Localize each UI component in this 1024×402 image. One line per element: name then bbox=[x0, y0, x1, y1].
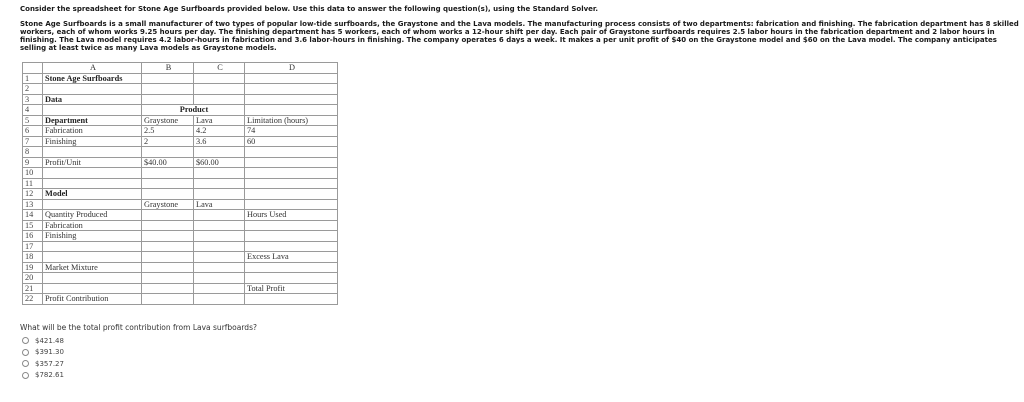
sheet-cell bbox=[245, 199, 338, 210]
sheet-cell bbox=[194, 220, 245, 231]
sheet-cell bbox=[194, 283, 245, 294]
row-number: 13 bbox=[23, 199, 43, 210]
answer-option-label: $421.48 bbox=[35, 336, 64, 345]
row-number: 3 bbox=[23, 94, 43, 105]
sheet-cell bbox=[142, 73, 194, 84]
sheet-cell bbox=[142, 147, 194, 158]
sheet-row bbox=[23, 283, 338, 294]
sheet-cell: Product bbox=[142, 105, 245, 116]
sheet-cell bbox=[142, 252, 194, 263]
sheet-cell bbox=[194, 94, 245, 105]
column-header: C bbox=[194, 63, 245, 74]
sheet-row bbox=[23, 241, 338, 252]
row-number: 2 bbox=[23, 84, 43, 95]
sheet-cell: Finishing bbox=[43, 231, 142, 242]
sheet-row bbox=[23, 210, 338, 221]
sheet-cell bbox=[142, 189, 194, 200]
row-number: 20 bbox=[23, 273, 43, 284]
column-header-row bbox=[23, 63, 338, 74]
sheet-cell bbox=[142, 84, 194, 95]
spreadsheet bbox=[22, 62, 338, 305]
sheet-cell: 3.6 bbox=[194, 136, 245, 147]
sheet-cell bbox=[43, 84, 142, 95]
sheet-cell bbox=[245, 294, 338, 305]
sheet-cell bbox=[194, 252, 245, 263]
sheet-row bbox=[23, 147, 338, 158]
sheet-cell: Total Profit bbox=[245, 283, 338, 294]
sheet-cell: 4.2 bbox=[194, 126, 245, 137]
sheet-cell bbox=[142, 273, 194, 284]
sheet-cell bbox=[194, 294, 245, 305]
sheet-cell bbox=[142, 231, 194, 242]
sheet-cell bbox=[194, 84, 245, 95]
sheet-cell bbox=[194, 168, 245, 179]
sheet-cell: 2 bbox=[142, 136, 194, 147]
answer-option-label: $391.30 bbox=[35, 348, 64, 357]
sheet-cell bbox=[43, 147, 142, 158]
sheet-cell bbox=[194, 73, 245, 84]
sheet-cell bbox=[194, 231, 245, 242]
row-number: 15 bbox=[23, 220, 43, 231]
sheet-row bbox=[23, 252, 338, 263]
sheet-cell bbox=[142, 283, 194, 294]
sheet-cell bbox=[142, 210, 194, 221]
column-header: A bbox=[43, 63, 142, 74]
answer-option[interactable] bbox=[22, 347, 64, 359]
sheet-cell: Department bbox=[43, 115, 142, 126]
row-number: 17 bbox=[23, 241, 43, 252]
sheet-cell: $40.00 bbox=[142, 157, 194, 168]
sheet-cell: Excess Lava bbox=[245, 252, 338, 263]
sheet-cell: Data bbox=[43, 94, 142, 105]
answer-option[interactable] bbox=[22, 358, 64, 370]
sheet-cell bbox=[43, 241, 142, 252]
sheet-cell bbox=[245, 147, 338, 158]
sheet-cell bbox=[142, 294, 194, 305]
sheet-cell: Quantity Produced bbox=[43, 210, 142, 221]
answer-options bbox=[22, 335, 64, 381]
row-number: 12 bbox=[23, 189, 43, 200]
sheet-cell: Lava bbox=[194, 115, 245, 126]
column-header: B bbox=[142, 63, 194, 74]
sheet-cell bbox=[142, 241, 194, 252]
sheet-cell bbox=[43, 105, 142, 116]
sheet-row bbox=[23, 157, 338, 168]
row-number: 21 bbox=[23, 283, 43, 294]
sheet-row bbox=[23, 168, 338, 179]
answer-option[interactable] bbox=[22, 335, 64, 347]
sheet-cell bbox=[245, 84, 338, 95]
sheet-row bbox=[23, 105, 338, 116]
sheet-cell bbox=[43, 168, 142, 179]
sheet-cell bbox=[194, 210, 245, 221]
radio-button[interactable] bbox=[22, 372, 29, 379]
row-number: 19 bbox=[23, 262, 43, 273]
sheet-row bbox=[23, 189, 338, 200]
sheet-cell: $60.00 bbox=[194, 157, 245, 168]
row-number: 14 bbox=[23, 210, 43, 221]
radio-button[interactable] bbox=[22, 337, 29, 344]
sheet-cell: 60 bbox=[245, 136, 338, 147]
sheet-cell bbox=[43, 252, 142, 263]
sheet-row bbox=[23, 136, 338, 147]
sheet-row bbox=[23, 273, 338, 284]
sheet-cell bbox=[245, 189, 338, 200]
row-number: 1 bbox=[23, 73, 43, 84]
sheet-cell: Graystone bbox=[142, 115, 194, 126]
row-number: 10 bbox=[23, 168, 43, 179]
sheet-cell bbox=[245, 105, 338, 116]
corner-cell bbox=[23, 63, 43, 74]
row-number: 4 bbox=[23, 105, 43, 116]
sheet-cell: Fabrication bbox=[43, 220, 142, 231]
sheet-cell bbox=[245, 168, 338, 179]
column-header: D bbox=[245, 63, 338, 74]
sheet-cell bbox=[245, 231, 338, 242]
radio-button[interactable] bbox=[22, 360, 29, 367]
sheet-cell: 74 bbox=[245, 126, 338, 137]
sheet-cell: Limitation (hours) bbox=[245, 115, 338, 126]
sheet-cell bbox=[194, 147, 245, 158]
sheet-cell bbox=[142, 94, 194, 105]
sheet-cell: Profit Contribution bbox=[43, 294, 142, 305]
sheet-row bbox=[23, 294, 338, 305]
sheet-row bbox=[23, 84, 338, 95]
sheet-row bbox=[23, 115, 338, 126]
row-number: 7 bbox=[23, 136, 43, 147]
question-intro bbox=[20, 5, 1020, 52]
intro-scenario: Stone Age Surfboards is a small manufacturer of two types of popular low-tide surfboards, the Graystone and the Lava models. The manufacturing process consists of two departments: fabrication and finishing. The fabrication department has 8 skilled workers, each of whom works 9.25 hours per day. The finishing department has 5 workers, each of whom works a 12-hour shift per day. Each pair of Graystone surfboards requires 2.5 labor hours in the fabrication department and 2 labor hours in finishing. The Lava model requires 4.2 labor-hours in fabrication and 3.6 labor-hours in finishing. The company operates 6 days a week. It makes a per unit profit of $40 on the Graystone model and $60 on the Lava model. The company anticipates selling at least twice as many Lava models as Graystone models. bbox=[20, 20, 1019, 52]
sheet-cell: Graystone bbox=[142, 199, 194, 210]
sheet-row bbox=[23, 231, 338, 242]
sheet-row bbox=[23, 262, 338, 273]
row-number: 11 bbox=[23, 178, 43, 189]
row-number: 5 bbox=[23, 115, 43, 126]
row-number: 16 bbox=[23, 231, 43, 242]
sheet-cell bbox=[245, 273, 338, 284]
sheet-row bbox=[23, 126, 338, 137]
sheet-cell bbox=[245, 220, 338, 231]
sheet-cell: Fabrication bbox=[43, 126, 142, 137]
sheet-cell bbox=[245, 73, 338, 84]
sheet-cell bbox=[194, 189, 245, 200]
sheet-cell bbox=[43, 178, 142, 189]
sheet-cell bbox=[142, 220, 194, 231]
row-number: 9 bbox=[23, 157, 43, 168]
sheet-cell: Market Mixture bbox=[43, 262, 142, 273]
radio-button[interactable] bbox=[22, 349, 29, 356]
sheet-cell bbox=[194, 178, 245, 189]
sheet-cell bbox=[194, 241, 245, 252]
spreadsheet-table bbox=[22, 62, 338, 305]
sheet-cell bbox=[194, 262, 245, 273]
row-number: 18 bbox=[23, 252, 43, 263]
sheet-cell bbox=[43, 199, 142, 210]
sheet-cell bbox=[245, 157, 338, 168]
sheet-row bbox=[23, 220, 338, 231]
answer-option-label: $782.61 bbox=[35, 371, 64, 380]
row-number: 6 bbox=[23, 126, 43, 137]
sheet-cell bbox=[245, 262, 338, 273]
sheet-cell bbox=[142, 262, 194, 273]
sheet-row bbox=[23, 73, 338, 84]
sheet-cell bbox=[245, 94, 338, 105]
sheet-cell: Model bbox=[43, 189, 142, 200]
sheet-cell: Finishing bbox=[43, 136, 142, 147]
sheet-cell: Stone Age Surfboards bbox=[43, 73, 142, 84]
sheet-cell bbox=[245, 178, 338, 189]
answer-option-label: $357.27 bbox=[35, 359, 64, 368]
sheet-cell: Profit/Unit bbox=[43, 157, 142, 168]
sheet-cell bbox=[43, 273, 142, 284]
sheet-cell bbox=[142, 178, 194, 189]
question-text: What will be the total profit contribution from Lava surfboards? bbox=[20, 323, 257, 332]
sheet-cell bbox=[245, 241, 338, 252]
sheet-cell: Hours Used bbox=[245, 210, 338, 221]
sheet-row bbox=[23, 178, 338, 189]
sheet-cell: 2.5 bbox=[142, 126, 194, 137]
sheet-cell: Lava bbox=[194, 199, 245, 210]
sheet-row bbox=[23, 199, 338, 210]
row-number: 22 bbox=[23, 294, 43, 305]
intro-instruction: Consider the spreadsheet for Stone Age Surfboards provided below. Use this data to answer the following question(s), using the Standard Solver. bbox=[20, 5, 599, 13]
sheet-cell bbox=[43, 283, 142, 294]
row-number: 8 bbox=[23, 147, 43, 158]
sheet-row bbox=[23, 94, 338, 105]
answer-option[interactable] bbox=[22, 370, 64, 382]
sheet-cell bbox=[194, 273, 245, 284]
sheet-cell bbox=[142, 168, 194, 179]
